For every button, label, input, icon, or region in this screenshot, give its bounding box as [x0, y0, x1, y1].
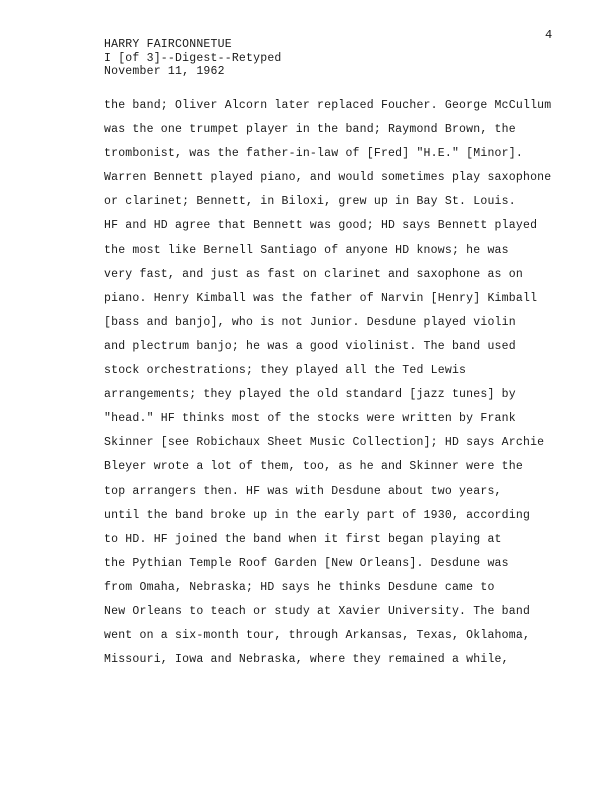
text-line: until the band broke up in the early part of 1930, according	[104, 508, 531, 522]
text-line: stock orchestrations; they played all the Ted Lewis	[104, 364, 467, 378]
text-line: [bass and banjo], who is not Junior. Desdune played violin	[104, 315, 516, 329]
reel-info: I [of 3]--Digest--Retyped	[104, 51, 282, 65]
text-line: or clarinet; Bennett, in Biloxi, grew up in Bay St. Louis.	[104, 195, 516, 209]
text-line: Bleyer wrote a lot of them, too, as he and Skinner were the	[104, 460, 523, 474]
text-line: the Pythian Temple Roof Garden [New Orleans]. Desdune was	[104, 556, 509, 570]
document-header	[104, 38, 282, 79]
text-line: and plectrum banjo; he was a good violinist. The band used	[104, 339, 516, 353]
interview-date: November 11, 1962	[104, 65, 225, 78]
text-line: "head." HF thinks most of the stocks were written by Frank	[104, 412, 516, 426]
text-line: very fast, and just as fast on clarinet and saxophone as on	[104, 267, 523, 281]
text-line: New Orleans to teach or study at Xavier University. The band	[104, 604, 531, 618]
text-line: the band; Oliver Alcorn later replaced Foucher. George McCullum	[104, 99, 552, 112]
page-number: 4	[545, 28, 553, 42]
text-line: Warren Bennett played piano, and would sometimes play saxophone	[104, 171, 552, 185]
text-line: Skinner [see Robichaux Sheet Music Collection]; HD says Archie	[104, 436, 545, 450]
text-line: from Omaha, Nebraska; HD says he thinks Desdune came to	[104, 580, 495, 594]
text-line: top arrangers then. HF was with Desdune about two years,	[104, 484, 502, 498]
text-line: piano. Henry Kimball was the father of Narvin [Henry] Kimball	[104, 291, 538, 305]
text-line: trombonist, was the father-in-law of [Fred] "H.E." [Minor].	[104, 147, 523, 161]
text-line: arrangements; they played the old standard [jazz tunes] by	[104, 388, 516, 402]
text-line: went on a six-month tour, through Arkansas, Texas, Oklahoma,	[104, 629, 531, 643]
text-line: to HD. HF joined the band when it first began playing at	[104, 532, 502, 546]
text-line: the most like Bernell Santiago of anyone HD knows; he was	[104, 243, 509, 257]
text-line: Missouri, Iowa and Nebraska, where they remained a while,	[104, 653, 509, 667]
body-text	[104, 94, 584, 672]
text-line: was the one trumpet player in the band; Raymond Brown, the	[104, 123, 516, 137]
text-line: HF and HD agree that Bennett was good; HD says Bennett played	[104, 219, 538, 233]
interviewee-name: HARRY FAIRCONNETUE	[104, 38, 232, 51]
